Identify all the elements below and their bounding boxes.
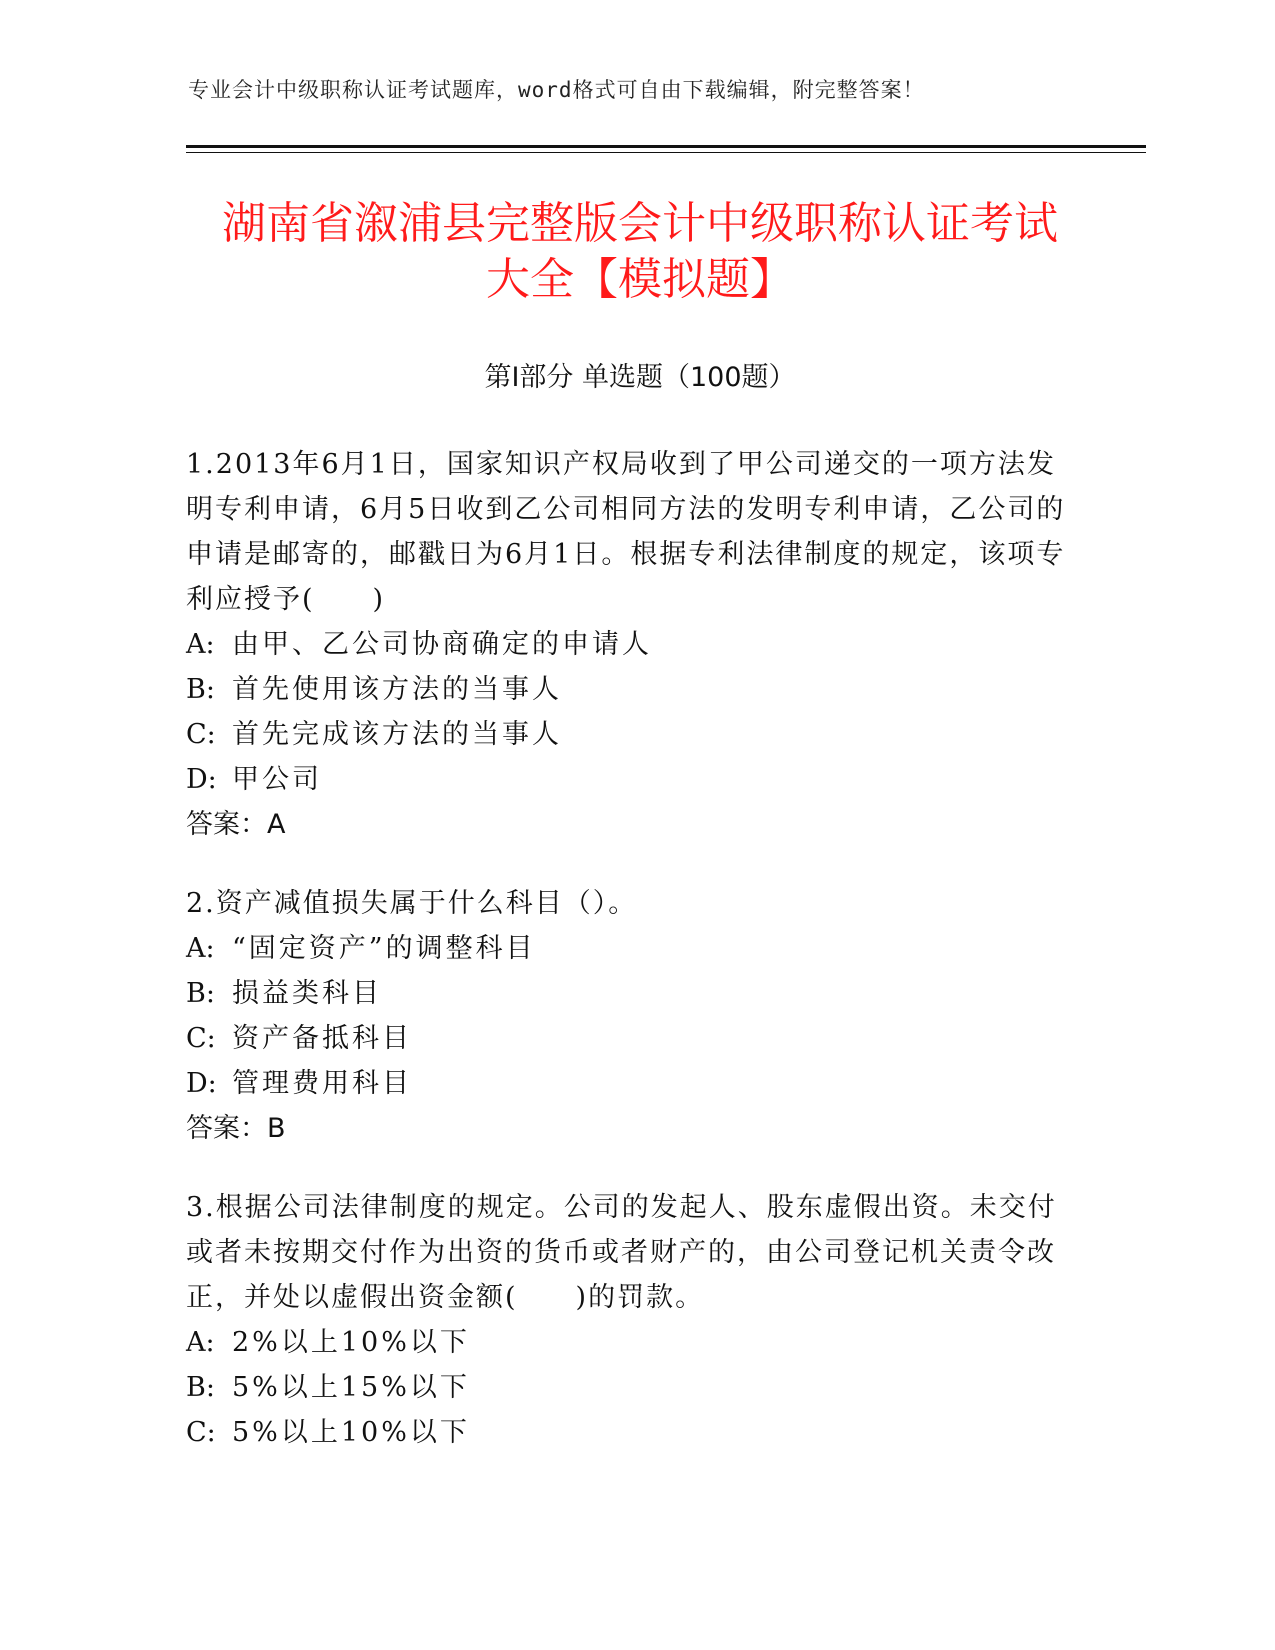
option-a: [186, 622, 1066, 667]
question-list: [186, 442, 1066, 1489]
option-a: [186, 926, 1066, 971]
option-key: A:: [186, 933, 215, 964]
option-key: B:: [186, 1372, 215, 1403]
question-3: [186, 1185, 1066, 1455]
option-c: [186, 1410, 1066, 1455]
option-text: 甲公司: [232, 764, 322, 795]
option-key: A:: [186, 629, 215, 660]
question-stem: 3.根据公司法律制度的规定。公司的发起人、股东虚假出资。未交付或者未按期交付作为出资的货币或者财产的，由公司登记机关责令改正，并处以虚假出资金额( )的罚款。: [186, 1192, 1057, 1313]
option-key: B:: [186, 674, 215, 705]
answer-line: 答案：A: [186, 809, 286, 840]
option-key: C:: [186, 719, 216, 750]
header-rule-thin: [186, 152, 1146, 153]
option-text: 5%以上10%以下: [232, 1417, 470, 1448]
option-key: B:: [186, 978, 215, 1009]
option-a: [186, 1320, 1066, 1365]
question-1: [186, 442, 1066, 847]
question-2: [186, 881, 1066, 1151]
header-note: 专业会计中级职称认证考试题库，word格式可自由下载编辑，附完整答案！: [188, 78, 925, 102]
option-text: 5%以上15%以下: [232, 1372, 470, 1403]
option-text: 首先使用该方法的当事人: [232, 674, 562, 705]
option-key: D:: [186, 1068, 217, 1099]
option-key: C:: [186, 1417, 216, 1448]
option-b: [186, 971, 1066, 1016]
option-key: D:: [186, 764, 217, 795]
question-stem: 2.资产减值损失属于什么科目（）。: [186, 888, 638, 919]
option-text: 首先完成该方法的当事人: [232, 719, 562, 750]
answer-line: 答案：B: [186, 1113, 286, 1144]
option-c: [186, 1016, 1066, 1061]
question-stem: 1.2013年6月1日，国家知识产权局收到了甲公司递交的一项方法发明专利申请，6月5日收到乙公司相同方法的发明专利申请，乙公司的申请是邮寄的，邮戳日为6月1日。根据专利法律制度的规定，该项专利应授予( ): [186, 449, 1066, 615]
option-text: 损益类科目: [232, 978, 382, 1009]
document-title-line1: 湖南省溆浦县完整版会计中级职称认证考试: [222, 198, 1058, 249]
header-rule-thick: [186, 145, 1146, 148]
document-title: [140, 196, 1140, 308]
option-d: [186, 757, 1066, 802]
option-text: 管理费用科目: [232, 1068, 412, 1099]
option-d: [186, 1061, 1066, 1106]
document-title-line2: 大全【模拟题】: [486, 254, 794, 305]
option-c: [186, 712, 1066, 757]
option-text: 由甲、乙公司协商确定的申请人: [232, 629, 652, 660]
section-title: 第Ⅰ部分 单选题（100题）: [484, 362, 796, 393]
option-text: 2%以上10%以下: [232, 1327, 470, 1358]
option-text: 资产备抵科目: [232, 1023, 412, 1054]
option-b: [186, 1365, 1066, 1410]
option-key: A:: [186, 1327, 215, 1358]
option-text: “固定资产”的调整科目: [232, 933, 536, 964]
option-b: [186, 667, 1066, 712]
option-key: C:: [186, 1023, 216, 1054]
